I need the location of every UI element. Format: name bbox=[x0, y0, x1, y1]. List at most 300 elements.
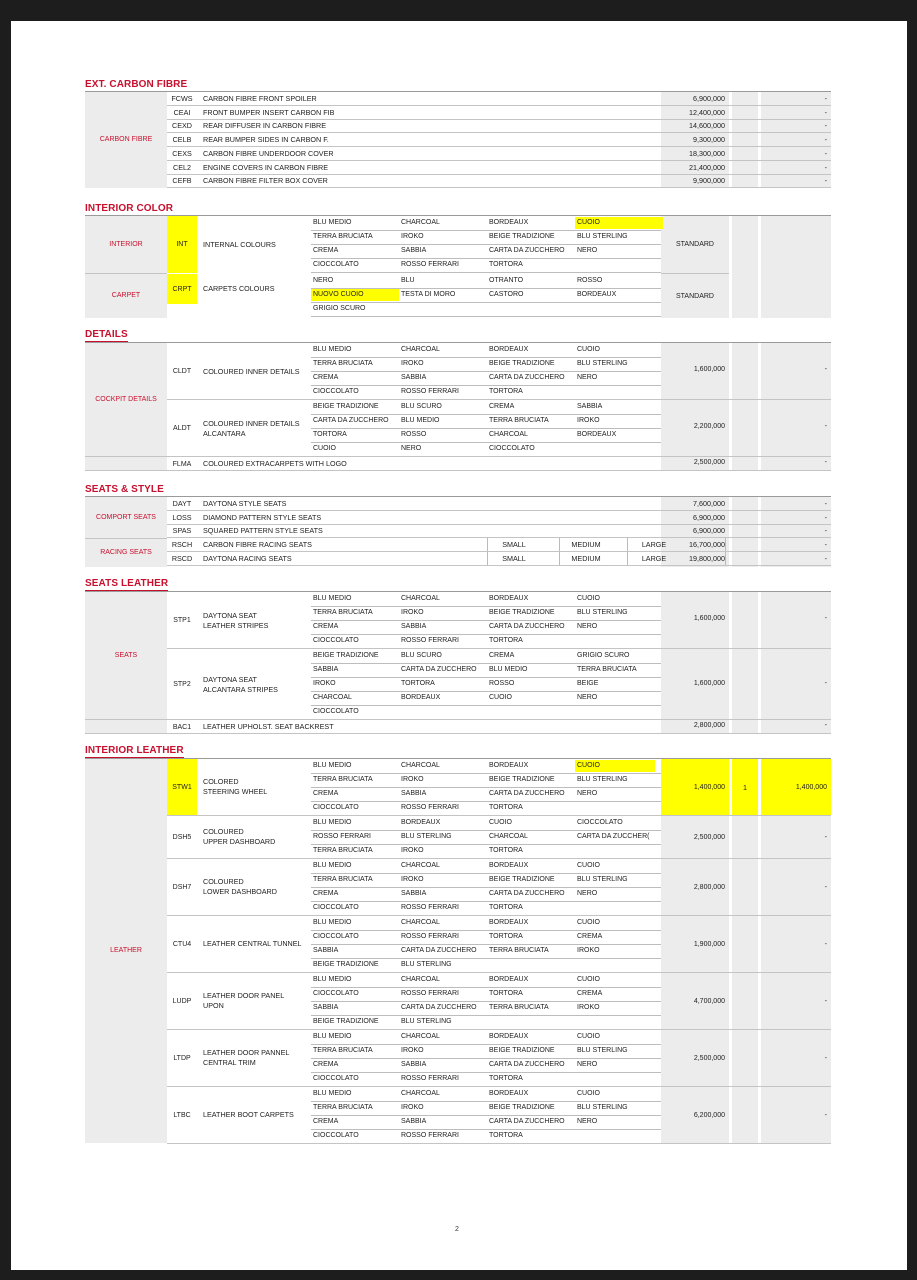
colour-row bbox=[311, 357, 661, 372]
colour-name: ROSSO FERRARI bbox=[401, 804, 459, 811]
colour-row bbox=[311, 1015, 661, 1030]
colour-row bbox=[311, 1001, 661, 1016]
table-row bbox=[167, 524, 831, 538]
colour-row bbox=[311, 258, 661, 273]
colour-name: IROKO bbox=[401, 847, 424, 854]
item-total: - bbox=[824, 1111, 827, 1119]
colour-name: CUOIO bbox=[577, 346, 600, 353]
colour-name: TORTORA bbox=[489, 847, 523, 854]
item-price: 12,400,000 bbox=[689, 107, 725, 117]
item-total: - bbox=[824, 499, 827, 508]
item-code: CEXS bbox=[172, 148, 192, 158]
total-stp2: - bbox=[824, 680, 827, 687]
colour-name: CIOCCOLATO bbox=[313, 261, 359, 268]
item-total: - bbox=[824, 553, 827, 563]
group-interior: INTERIOR bbox=[85, 216, 167, 274]
desc-stp2-line1: DAYTONA SEAT bbox=[203, 674, 257, 684]
colour-name: TERRA BRUCIATA bbox=[313, 876, 373, 883]
item-code: LUDP bbox=[167, 973, 197, 1029]
colour-name: CARTA DA ZUCCHERO bbox=[401, 1004, 477, 1011]
item-code: CELB bbox=[172, 135, 192, 145]
group-cockpit-details: COCKPIT DETAILS bbox=[85, 343, 167, 457]
price-cldt: 1,600,000 bbox=[693, 366, 725, 373]
item-description: REAR BUMPER SIDES IN CARBON F. bbox=[203, 135, 329, 145]
colour-name: BLU MEDIO bbox=[313, 819, 352, 826]
colour-name: BLU MEDIO bbox=[401, 417, 440, 424]
item-description: CARBON FIBRE RACING SEATS bbox=[203, 540, 312, 550]
colour-row bbox=[311, 634, 661, 649]
colour-name: IROKO bbox=[577, 1004, 600, 1011]
colour-name: ROSSO FERRARI bbox=[401, 904, 459, 911]
total-cldt: - bbox=[824, 366, 827, 373]
colour-name: BLU MEDIO bbox=[313, 1033, 352, 1040]
item-total: - bbox=[824, 540, 827, 550]
colour-name: CIOCCOLATO bbox=[313, 804, 359, 811]
item-price: 6,900,000 bbox=[693, 512, 725, 522]
colour-name: BEIGE TRADIZIONE bbox=[313, 1018, 379, 1025]
colour-name: BLU STERLING bbox=[577, 776, 628, 783]
colour-row bbox=[311, 691, 661, 706]
item-price: 6,900,000 bbox=[693, 526, 725, 536]
colour-row bbox=[311, 302, 661, 317]
colour-name: BLU MEDIO bbox=[313, 919, 352, 926]
item-price: 6,200,000 bbox=[693, 1111, 725, 1119]
colour-row bbox=[311, 1115, 661, 1130]
group-carpet: CARPET bbox=[85, 274, 167, 318]
item-description: REAR DIFFUSER IN CARBON FIBRE bbox=[203, 121, 326, 131]
item-total: - bbox=[824, 526, 827, 536]
description-line2: UPON bbox=[203, 1001, 224, 1010]
colour-name: CHARCOAL bbox=[401, 1090, 440, 1097]
colour-name: GRIGIO SCURO bbox=[577, 652, 630, 659]
item-description: SQUARED PATTERN STYLE SEATS bbox=[203, 526, 323, 536]
colour-row bbox=[311, 592, 661, 607]
colour-name: BLU STERLING bbox=[401, 1018, 452, 1025]
colour-name: CUOIO bbox=[577, 976, 600, 983]
colour-name: SABBIA bbox=[401, 1061, 427, 1068]
colour-name: BLU MEDIO bbox=[313, 976, 352, 983]
item-code: RSCD bbox=[171, 553, 193, 563]
table-row bbox=[167, 147, 831, 161]
colour-name: BLU MEDIO bbox=[313, 595, 352, 602]
size-option: SMALL bbox=[487, 552, 540, 565]
row-divider bbox=[167, 1143, 831, 1144]
item-description: DAYTONA STYLE SEATS bbox=[203, 499, 287, 508]
desc-aldt-line1: COLOURED INNER DETAILS bbox=[203, 418, 300, 428]
item-description: FRONT BUMPER INSERT CARBON FIB bbox=[203, 107, 335, 117]
colour-name: CHARCOAL bbox=[401, 976, 440, 983]
description-line2: CENTRAL TRIM bbox=[203, 1058, 256, 1067]
section-title: DETAILS bbox=[85, 329, 128, 340]
size-option: LARGE bbox=[627, 552, 680, 565]
group-leather: LEATHER bbox=[85, 759, 167, 1143]
desc-aldt bbox=[203, 400, 300, 457]
item-description bbox=[203, 859, 277, 915]
colour-name: CREMA bbox=[577, 990, 603, 997]
table-row bbox=[167, 552, 831, 566]
section-interior-color bbox=[85, 203, 831, 319]
item-total: - bbox=[824, 162, 827, 172]
colour-row bbox=[311, 1044, 661, 1059]
colour-name: NERO bbox=[577, 247, 598, 254]
item-description: DAYTONA RACING SEATS bbox=[203, 553, 292, 563]
colour-name: SABBIA bbox=[401, 890, 427, 897]
description-line1: COLOURED bbox=[203, 877, 244, 886]
item-code: STW1 bbox=[167, 759, 197, 815]
colour-name: TORTORA bbox=[489, 804, 523, 811]
colour-name: ROSSO bbox=[577, 277, 603, 284]
colour-name: TORTORA bbox=[489, 990, 523, 997]
description-line2: UPPER DASHBOARD bbox=[203, 837, 276, 846]
item-price: 19,800,000 bbox=[689, 553, 725, 563]
colour-name: CUOIO bbox=[489, 694, 512, 701]
colour-name: BLU STERLING bbox=[577, 233, 628, 240]
colour-name: ROSSO FERRARI bbox=[401, 990, 459, 997]
colour-name: TERRA BRUCIATA bbox=[577, 666, 637, 673]
colour-name: TORTORA bbox=[489, 637, 523, 644]
item-description: ENGINE COVERS IN CARBON FIBRE bbox=[203, 162, 329, 172]
colour-row bbox=[311, 859, 661, 874]
colour-name: BORDEAUX bbox=[401, 819, 441, 826]
description-line1: LEATHER CENTRAL TUNNEL bbox=[203, 939, 302, 948]
colour-name: CARTA DA ZUCCHERO bbox=[489, 890, 565, 897]
colour-name: NERO bbox=[577, 623, 598, 630]
colour-name: BLU STERLING bbox=[401, 833, 452, 840]
colour-name: GRIGIO SCURO bbox=[313, 305, 366, 312]
item-code: FCWS bbox=[171, 94, 193, 103]
colour-name: CHARCOAL bbox=[401, 219, 440, 226]
colour-name: CUOIO bbox=[577, 1090, 600, 1097]
colour-name: SABBIA bbox=[577, 403, 603, 410]
price-stp1: 1,600,000 bbox=[693, 615, 725, 622]
colour-name: CIOCCOLATO bbox=[313, 708, 359, 715]
colour-name: CHARCOAL bbox=[401, 762, 440, 769]
colour-name: SABBIA bbox=[401, 790, 427, 797]
size-divider bbox=[725, 552, 727, 565]
colour-name: CARTA DA ZUCCHERO bbox=[401, 666, 477, 673]
colour-name: TORTORA bbox=[489, 933, 523, 940]
colour-name: BEIGE TRADIZIONE bbox=[489, 1047, 555, 1054]
colour-name: BLU MEDIO bbox=[489, 666, 528, 673]
colour-name: BLU MEDIO bbox=[313, 346, 352, 353]
colour-row bbox=[311, 973, 661, 988]
item-price: 21,400,000 bbox=[689, 162, 725, 172]
table-row bbox=[167, 161, 831, 175]
item-total: - bbox=[824, 997, 827, 1005]
colour-name: ROSSO FERRARI bbox=[401, 637, 459, 644]
colour-name: BEIGE TRADIZIONE bbox=[313, 403, 379, 410]
colour-row bbox=[311, 414, 661, 429]
size-divider bbox=[725, 538, 727, 551]
colour-name: CARTA DA ZUCCHERO bbox=[489, 1061, 565, 1068]
item-price: 14,600,000 bbox=[689, 121, 725, 131]
price-bac1: 2,800,000 bbox=[693, 722, 725, 729]
colour-name: CREMA bbox=[313, 374, 339, 381]
item-code: RSCH bbox=[171, 540, 193, 550]
colour-name: CREMA bbox=[489, 403, 515, 410]
colour-row bbox=[311, 1087, 661, 1102]
desc-cldt: COLOURED INNER DETAILS bbox=[203, 366, 300, 376]
table-row bbox=[167, 497, 831, 511]
colour-name: CIOCCOLATO bbox=[313, 1075, 359, 1082]
section-title: INTERIOR LEATHER bbox=[85, 745, 184, 756]
colour-name: BORDEAUX bbox=[489, 862, 529, 869]
colour-row bbox=[311, 677, 661, 692]
item-description bbox=[203, 1030, 289, 1086]
colour-name: CREMA bbox=[313, 1118, 339, 1125]
colour-name: CREMA bbox=[313, 623, 339, 630]
colour-name: BLU STERLING bbox=[577, 360, 628, 367]
item-quantity: 1 bbox=[743, 782, 747, 792]
table-row bbox=[167, 174, 831, 188]
code-crpt: CRPT bbox=[167, 274, 197, 304]
item-code: CEXD bbox=[172, 121, 192, 131]
item-code: CTU4 bbox=[167, 916, 197, 972]
colour-row bbox=[311, 958, 661, 973]
colour-name: CREMA bbox=[313, 790, 339, 797]
item-total: - bbox=[824, 940, 827, 948]
group-comfort-seats: COMPORT SEATS bbox=[85, 497, 167, 539]
colour-name: SABBIA bbox=[401, 623, 427, 630]
code-bac1: BAC1 bbox=[167, 720, 197, 734]
colour-name: BORDEAUX bbox=[489, 762, 529, 769]
colour-name: IROKO bbox=[401, 1047, 424, 1054]
item-description bbox=[203, 973, 284, 1029]
colour-name: BEIGE TRADIZIONE bbox=[313, 652, 379, 659]
item-description bbox=[203, 816, 275, 858]
colour-name: CARTA DA ZUCCHERO bbox=[489, 623, 565, 630]
colour-name: TERRA BRUCIATA bbox=[313, 609, 373, 616]
price-stp2: 1,600,000 bbox=[693, 680, 725, 687]
table-row bbox=[167, 133, 831, 147]
colour-name: BEIGE TRADIZIONE bbox=[489, 609, 555, 616]
colour-name: CREMA bbox=[577, 933, 603, 940]
colour-name: CREMA bbox=[313, 890, 339, 897]
colour-name: BEIGE TRADIZIONE bbox=[489, 876, 555, 883]
colour-name: BLU SCURO bbox=[401, 652, 442, 659]
item-code: SPAS bbox=[172, 526, 192, 536]
item-code: LOSS bbox=[172, 512, 192, 522]
section-interior-leather bbox=[85, 745, 831, 1145]
colour-name: TERRA BRUCIATA bbox=[313, 1047, 373, 1054]
price-flma: 2,500,000 bbox=[693, 459, 725, 466]
colour-name: NERO bbox=[577, 1061, 598, 1068]
colour-name: BORDEAUX bbox=[489, 919, 529, 926]
colour-name: TERRA BRUCIATA bbox=[489, 1004, 549, 1011]
table-row bbox=[167, 511, 831, 525]
item-price: 1,400,000 bbox=[693, 783, 725, 791]
desc-bac1: LEATHER UPHOLST. SEAT BACKREST bbox=[203, 722, 334, 731]
colour-name: ROSSO FERRARI bbox=[401, 933, 459, 940]
table-row bbox=[167, 119, 831, 133]
item-code: DSH5 bbox=[167, 816, 197, 858]
description-line1: COLORED bbox=[203, 777, 239, 786]
colour-name: CREMA bbox=[489, 652, 515, 659]
item-total: - bbox=[824, 107, 827, 117]
section-title: SEATS & STYLE bbox=[85, 484, 164, 495]
colour-name: CIOCCOLATO bbox=[313, 1132, 359, 1139]
colour-name: CIOCCOLATO bbox=[313, 990, 359, 997]
size-option: MEDIUM bbox=[559, 538, 612, 551]
colour-name: BORDEAUX bbox=[489, 595, 529, 602]
colour-name: BLU STERLING bbox=[577, 1047, 628, 1054]
colour-name: TERRA BRUCIATA bbox=[313, 776, 373, 783]
colour-name: CARTA DA ZUCCHERO bbox=[489, 1118, 565, 1125]
item-price: 6,900,000 bbox=[693, 94, 725, 103]
colour-row bbox=[311, 244, 661, 259]
colour-name: BLU STERLING bbox=[401, 961, 452, 968]
colour-name: TORTORA bbox=[489, 1132, 523, 1139]
code-cldt: CLDT bbox=[167, 343, 197, 400]
colour-name: BLU STERLING bbox=[577, 609, 628, 616]
details-table bbox=[85, 342, 831, 471]
colour-name: CARTA DA ZUCCHERO bbox=[313, 417, 389, 424]
colour-row bbox=[311, 343, 661, 358]
colour-name: CHARCOAL bbox=[401, 862, 440, 869]
code-stp1: STP1 bbox=[167, 592, 197, 649]
code-stp2: STP2 bbox=[167, 649, 197, 720]
colour-name: CUOIO bbox=[577, 919, 600, 926]
colour-row bbox=[311, 873, 661, 888]
colour-row bbox=[311, 787, 661, 802]
colour-name: OTRANTO bbox=[489, 277, 524, 284]
desc-stp1-line1: DAYTONA SEAT bbox=[203, 610, 257, 620]
colour-row bbox=[311, 216, 661, 231]
colour-row bbox=[311, 1058, 661, 1073]
item-total: - bbox=[824, 121, 827, 131]
colour-name: CIOCCOLATO bbox=[313, 904, 359, 911]
section-title: INTERIOR COLOR bbox=[85, 203, 174, 214]
item-total: - bbox=[824, 176, 827, 186]
colour-name: NERO bbox=[401, 445, 422, 452]
colour-name: TERRA BRUCIATA bbox=[489, 417, 549, 424]
colour-name: SABBIA bbox=[401, 1118, 427, 1125]
colour-row bbox=[311, 901, 661, 916]
colour-name: BEIGE TRADIZIONE bbox=[313, 961, 379, 968]
item-code: CEL2 bbox=[173, 162, 191, 172]
table-row bbox=[167, 92, 831, 106]
total-flma: - bbox=[824, 459, 827, 466]
colour-name: BEIGE TRADIZIONE bbox=[489, 1104, 555, 1111]
colour-name: IROKO bbox=[577, 947, 600, 954]
size-option: MEDIUM bbox=[559, 552, 612, 565]
colour-name: CHARCOAL bbox=[401, 1033, 440, 1040]
colour-name: BLU bbox=[401, 277, 415, 284]
colour-name: BORDEAUX bbox=[577, 291, 617, 298]
colour-name: NUOVO CUOIO bbox=[311, 289, 399, 301]
page-number: 2 bbox=[455, 1226, 459, 1233]
price-aldt: 2,200,000 bbox=[693, 423, 725, 430]
colour-row bbox=[311, 620, 661, 635]
item-code: DSH7 bbox=[167, 859, 197, 915]
item-total: - bbox=[824, 148, 827, 158]
seats-table bbox=[85, 496, 831, 567]
colour-row bbox=[311, 442, 661, 457]
item-description bbox=[203, 759, 267, 815]
colour-name: BEIGE TRADIZIONE bbox=[489, 233, 555, 240]
colour-row bbox=[311, 801, 661, 816]
colour-name: CUOIO bbox=[313, 445, 336, 452]
colour-name: IROKO bbox=[401, 876, 424, 883]
colour-row bbox=[311, 930, 661, 945]
interior-color-table bbox=[85, 215, 831, 318]
colour-name: BORDEAUX bbox=[489, 1033, 529, 1040]
description-line1: COLOURED bbox=[203, 827, 244, 836]
colour-row bbox=[311, 916, 661, 931]
code-aldt: ALDT bbox=[167, 400, 197, 457]
colour-name: TESTA DI MORO bbox=[401, 291, 456, 298]
code-flma: FLMA bbox=[167, 457, 197, 471]
colour-name: CUOIO bbox=[489, 819, 512, 826]
colour-name: BLU MEDIO bbox=[313, 762, 352, 769]
colour-name: SABBIA bbox=[313, 666, 339, 673]
colour-name: BLU SCURO bbox=[401, 403, 442, 410]
colour-row bbox=[311, 830, 661, 845]
group-seats: SEATS bbox=[85, 592, 167, 720]
colour-name: TORTORA bbox=[489, 261, 523, 268]
colour-row bbox=[311, 230, 661, 245]
colour-name: NERO bbox=[577, 694, 598, 701]
table-row bbox=[167, 538, 831, 552]
item-description: CARBON FIBRE FILTER BOX COVER bbox=[203, 176, 328, 186]
colour-name: BEIGE TRADIZIONE bbox=[489, 360, 555, 367]
colour-name: TORTORA bbox=[489, 388, 523, 395]
colour-name: CIOCCOLATO bbox=[489, 445, 535, 452]
colour-row bbox=[311, 428, 661, 443]
colour-name: CIOCCOLATO bbox=[577, 819, 623, 826]
colour-name: SABBIA bbox=[401, 247, 427, 254]
description-line2: STEERING WHEEL bbox=[203, 787, 268, 796]
colour-row bbox=[311, 887, 661, 902]
colour-name: BEIGE bbox=[577, 680, 599, 687]
colour-name: CHARCOAL bbox=[401, 595, 440, 602]
colour-name: BEIGE TRADIZIONE bbox=[489, 776, 555, 783]
colour-row bbox=[311, 1072, 661, 1087]
colour-name: TORTORA bbox=[313, 431, 347, 438]
colour-name: CASTORO bbox=[489, 291, 524, 298]
colour-row bbox=[311, 371, 661, 386]
item-price: 2,500,000 bbox=[693, 833, 725, 841]
item-price: 9,900,000 bbox=[693, 176, 725, 186]
item-price: 7,600,000 bbox=[693, 499, 725, 508]
colour-name: TERRA BRUCIATA bbox=[313, 360, 373, 367]
total-bac1: - bbox=[824, 722, 827, 729]
colour-name: CREMA bbox=[313, 247, 339, 254]
colour-name: BORDEAUX bbox=[401, 694, 441, 701]
colour-name: IROKO bbox=[313, 680, 336, 687]
item-price: 16,700,000 bbox=[689, 540, 725, 550]
colour-row bbox=[311, 944, 661, 959]
item-total: - bbox=[824, 883, 827, 891]
colour-name: BORDEAUX bbox=[489, 1090, 529, 1097]
colour-name: TERRA BRUCIATA bbox=[313, 1104, 373, 1111]
desc-stp1-line2: LEATHER STRIPES bbox=[203, 620, 269, 630]
colour-row bbox=[311, 649, 661, 664]
colour-name: TORTORA bbox=[489, 904, 523, 911]
colour-name: ROSSO bbox=[489, 680, 515, 687]
colour-row bbox=[311, 1101, 661, 1116]
code-int: INT bbox=[167, 216, 197, 273]
section-title: SEATS LEATHER bbox=[85, 578, 169, 589]
section-seats-style bbox=[85, 484, 831, 568]
colour-name: NERO bbox=[577, 1118, 598, 1125]
group-racing-seats: RACING SEATS bbox=[85, 539, 167, 567]
colour-row bbox=[311, 987, 661, 1002]
item-code: DAYT bbox=[172, 499, 192, 508]
colour-name: TORTORA bbox=[489, 1075, 523, 1082]
item-total: - bbox=[824, 512, 827, 522]
item-code: LTDP bbox=[167, 1030, 197, 1086]
